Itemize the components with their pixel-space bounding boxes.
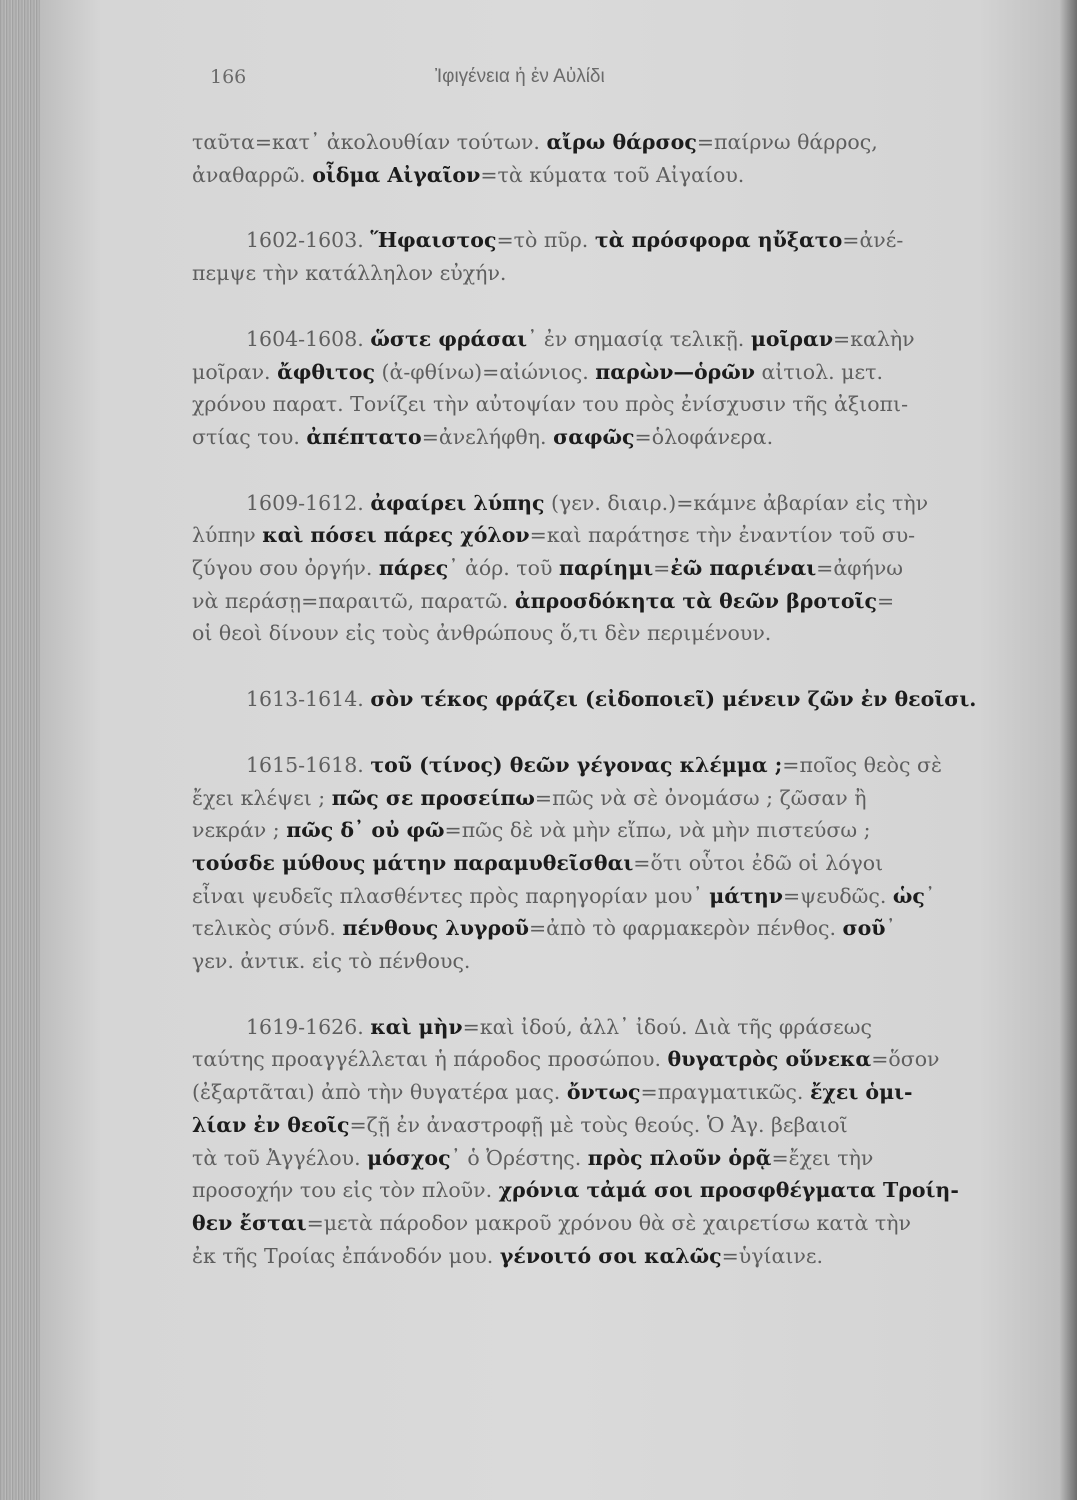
gloss-text: (γεν. διαιρ.)=κάμνε ἀβαρίαν εἰς τὴν [544,490,929,515]
text-line [192,912,962,945]
text-line [192,224,962,257]
lemma-text: Ἥφαιστος [370,228,497,253]
gloss-text: =πραγματικῶς. [640,1080,810,1105]
gloss-text: =παίρνω θάρρος, [696,130,878,154]
lemma-text: πένθους λυγροῦ [342,916,529,941]
commentary-paragraph [192,1011,962,1273]
gloss-text: =ἔχει τὴν [771,1145,874,1170]
lemma-text: ἐῶ παριέναι [670,556,817,581]
lemma-text: οἶδμα Αἰγαῖον [312,162,481,187]
text-line [192,257,962,290]
gloss-text: =καὶ παράτησε τὴν ἐναντίον τοῦ συ- [529,523,916,548]
text-line [192,1240,962,1273]
gloss-text: ταῦτα=κατ᾽ ἀκολουθίαν τούτων. [192,130,547,154]
text-line [192,1076,962,1109]
text-line [192,356,962,389]
gloss-text: ᾽ ἐν σημασίᾳ τελικῇ. [527,326,751,351]
text-line [192,945,962,978]
text-line [192,1142,962,1175]
commentary-paragraph [192,224,962,289]
lemma-text: αἴρω θάρσος [546,130,697,154]
text-line [192,159,962,192]
commentary-text [192,126,977,1305]
gloss-text: ἐκ τῆς Τροίας ἐπάνοδόν μου. [192,1243,500,1268]
text-line [192,1207,962,1240]
text-line [192,519,962,552]
gloss-text: πεμψε τὴν κατάλληλον εὐχήν. [192,261,507,286]
gloss-text: ᾽ ἀόρ. τοῦ [448,556,559,581]
gloss-text: = [653,556,671,581]
lemma-text: χρόνια τἀμά σοι προσφθέγματα Τροίη- [498,1178,959,1203]
lemma-text: ἀπέπτατο [306,424,422,449]
lemma-text: ὡς [892,883,925,908]
text-line [192,847,962,880]
lemma-text: γένοιτό σοι καλῶς [499,1243,722,1268]
text-line [192,388,962,421]
running-header [210,66,910,96]
text-line [192,552,962,585]
gloss-text: (ἐξαρτᾶται) ἀπὸ τὴν θυγατέρα μας. [192,1080,567,1105]
lemma-text: ἀφαίρει λύπης [370,490,545,515]
text-line [192,487,962,520]
text-line [192,880,962,913]
gloss-text: =ὑγίαινε. [721,1243,824,1268]
gloss-text: =μετὰ πάροδον μακροῦ χρόνου θὰ σὲ χαιρετίσω κατὰ τὴν [306,1210,911,1235]
text-line [192,1043,962,1076]
gloss-text: =τὸ πῦρ. [496,228,595,253]
gloss-text: =πῶς δὲ νὰ μὴν εἴπω, νὰ μὴν πιστεύσω ; [444,818,871,843]
lemma-text: σοῦ [842,916,886,941]
text-line [192,1174,962,1207]
lemma-text: θυγατρὸς οὕνεκα [667,1047,872,1072]
gloss-text: 1609-1612. [246,490,371,515]
gloss-text: = [876,588,895,613]
gloss-text: =πῶς νὰ σὲ ὀνομάσω ; ζῶσαν ἢ [534,785,867,810]
book-page-edge-left [0,0,40,1500]
lemma-text: λίαν ἐν θεοῖς [192,1112,350,1137]
commentary-paragraph [192,126,962,191]
commentary-paragraph [192,749,962,978]
lemma-text: ἄφθιτος [277,359,375,384]
lemma-text: παρὼν—ὁρῶν [595,359,756,384]
text-line [192,782,962,815]
text-line [192,617,962,650]
text-line [192,323,962,356]
gloss-text: ἔχει κλέψει ; [192,785,332,810]
gloss-text: ᾽ [924,883,936,908]
lemma-text: καὶ μὴν [370,1014,463,1039]
gloss-text: μοῖραν. [192,359,278,384]
running-title: Ἰφιγένεια ἡ ἐν Αὐλίδι [435,66,605,87]
page-number: 166 [210,66,247,88]
gloss-text: =ἀνελήφθη. [421,424,554,449]
gloss-text: =ποῖος θεὸς σὲ [782,752,942,777]
gloss-text: ἀναθαρρῶ. [192,162,313,187]
lemma-text: ἔχει ὁμι- [809,1080,913,1105]
gloss-text: ᾽ [885,916,896,941]
commentary-paragraph [192,683,977,716]
gloss-text: γεν. ἀντικ. εἰς τὸ πένθους. [192,949,471,974]
lemma-text: ὥστε φράσαι [370,326,528,351]
gloss-text: λύπην [192,523,263,548]
gloss-text: αἰτιολ. μετ. [755,359,883,384]
gloss-text: χρόνου παρατ. Τονίζει τὴν αὐτοψίαν του πρὸς ἐνίσχυσιν τῆς ἀξιοπι- [192,392,908,417]
gloss-text: νεκράν ; [192,818,287,843]
gloss-text: =ζῇ ἐν ἀναστροφῇ μὲ τοὺς θεούς. Ὁ Ἀγ. βεβαιοῖ [349,1112,848,1137]
gloss-text: τελικὸς σύνδ. [192,916,343,941]
gloss-text: =ἀφήνω [816,556,903,581]
gloss-text: =καλὴν [833,326,915,351]
lemma-text: σὸν τέκος φράζει (εἰδοποιεῖ) μένειν ζῶν ἐν θεοῖσι. [370,687,977,712]
text-line [192,749,962,782]
lemma-text: πῶς σε προσείπω [331,785,535,810]
gloss-text: 1619-1626. [246,1014,371,1039]
gloss-text: νὰ περάσῃ=παραιτῶ, παρατῶ. [192,588,515,613]
gloss-text: ταύτης προαγγέλλεται ἡ πάροδος προσώπου. [192,1047,668,1072]
text-line [192,1011,962,1044]
gloss-text: 1613-1614. [246,687,371,712]
gloss-text: =καὶ ἰδού, ἀλλ᾽ ἰδού. Διὰ τῆς φράσεως [462,1014,872,1039]
gloss-text: οἱ θεοὶ δίνουν εἰς τοὺς ἀνθρώπους ὅ,τι δὲν περιμένουν. [192,621,772,646]
gloss-text: ζύγου σου ὀργήν. [192,556,379,581]
lemma-text: παρίημι [558,556,654,581]
text-line [192,814,962,847]
lemma-text: ἀπροσδόκητα τὰ θεῶν βροτοῖς [514,588,877,613]
text-line [192,585,962,618]
lemma-text: τοῦ (τίνος) θεῶν γέγονας κλέμμα ; [370,752,783,777]
gloss-text: 1615-1618. [246,752,371,777]
lemma-text: μάτην [709,883,783,908]
lemma-text: πάρες [378,556,449,581]
gloss-text: 1602-1603. [246,228,371,253]
gloss-text: εἶναι ψευδεῖς πλασθέντες πρὸς παρηγορίαν μου᾽ [192,883,710,908]
text-line [192,683,977,716]
gloss-text: =τὰ κύματα τοῦ Αἰγαίου. [480,162,745,187]
gloss-text: 1604-1608. [246,326,371,351]
gloss-text: (ἀ-φθίνω)=αἰώνιος. [374,359,596,384]
lemma-text: μόσχος [367,1145,451,1170]
gloss-text: =ὅσον [871,1047,940,1072]
lemma-text: σαφῶς [553,424,635,449]
lemma-text: τὰ πρόσφορα ηὔξατο [594,228,843,253]
gloss-text: προσοχήν του εἰς τὸν πλοῦν. [192,1178,499,1203]
gloss-text: =ὅτι οὗτοι ἐδῶ οἱ λόγοι [633,850,884,875]
book-spine-shadow [1060,0,1077,1500]
gloss-text: τὰ τοῦ Ἀγγέλου. [192,1145,368,1170]
lemma-text: θεν ἔσται [192,1210,307,1235]
gloss-text: =ἀπὸ τὸ φαρμακερὸν πένθος. [528,916,843,941]
lemma-text: μοῖραν [750,326,834,351]
gloss-text: ᾽ ὁ Ὀρέστης. [450,1145,588,1170]
commentary-paragraph [192,487,962,651]
gloss-text: στίας του. [192,424,307,449]
lemma-text: ὄντως [566,1080,641,1105]
gloss-text: =ὁλοφάνερα. [634,424,774,449]
gloss-text: =ψευδῶς. [782,883,893,908]
lemma-text: πῶς δ᾽ οὐ φῶ [286,818,445,843]
text-line [192,1109,962,1142]
text-line [192,126,962,159]
lemma-text: πρὸς πλοῦν ὁρᾷ [587,1145,772,1170]
lemma-text: τούσδε μύθους μάτην παραμυθεῖσθαι [192,850,634,875]
lemma-text: καὶ πόσει πάρες χόλον [262,523,530,548]
text-line [192,421,962,454]
commentary-paragraph [192,323,962,454]
gloss-text: =ἀνέ- [842,228,904,253]
